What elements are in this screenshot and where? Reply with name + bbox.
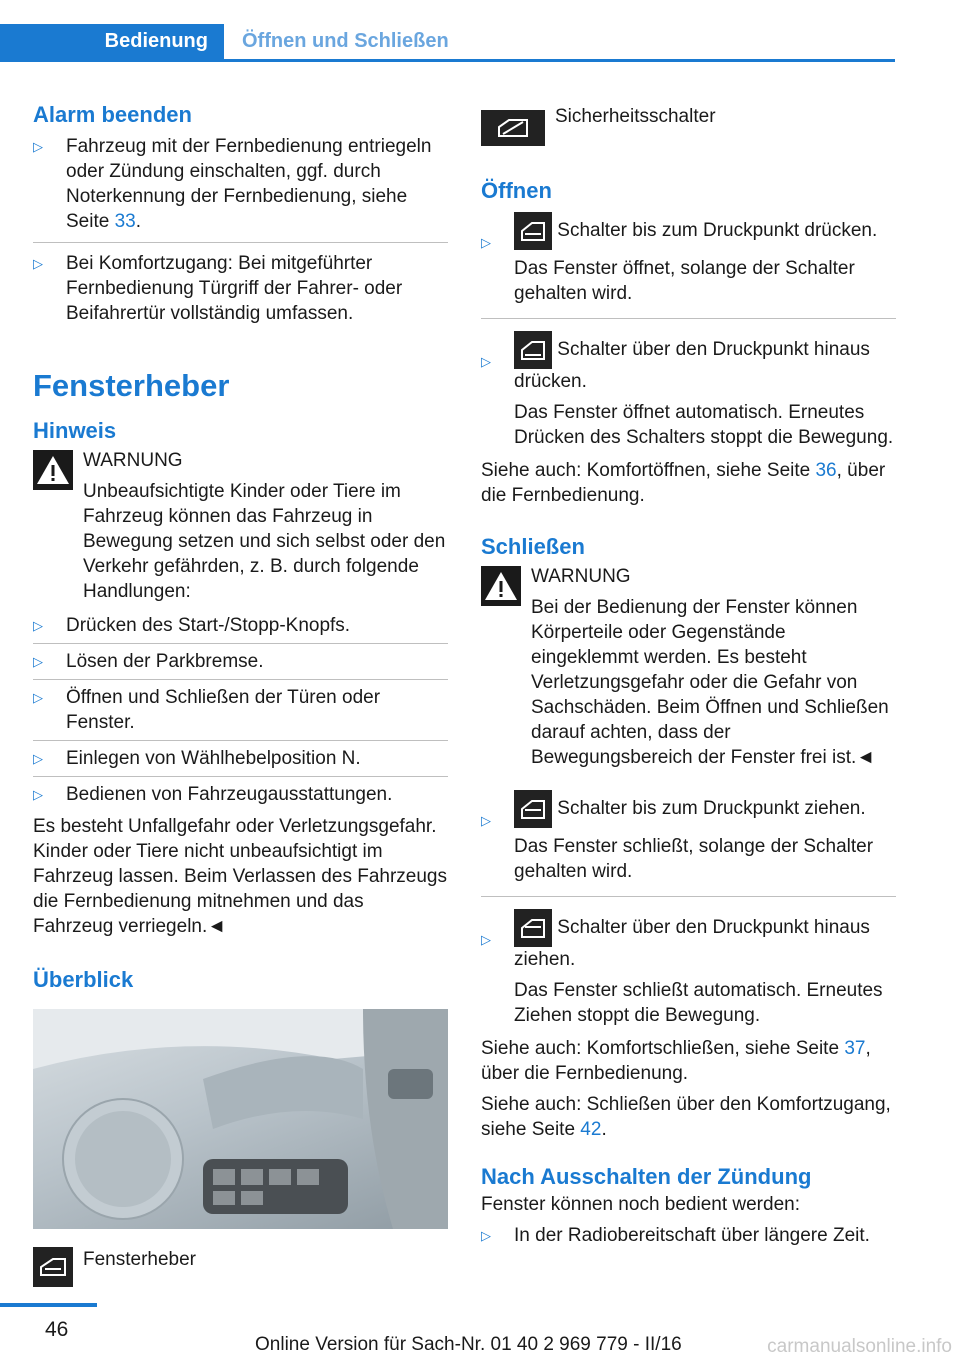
triangle-bullet-icon: ▷ — [33, 654, 43, 669]
triangle-bullet-icon: ▷ — [481, 1228, 491, 1243]
header-tab-bar — [0, 24, 895, 62]
watermark: carmanualsonline.info — [767, 1336, 952, 1357]
list-item: ▷ In der Radiobereitschaft über längere Zeit. — [481, 1225, 870, 1246]
heading-schliessen: Schließen — [481, 534, 585, 559]
oeffnen-see-also: Siehe auch: Komfortöffnen, siehe Seite 36, über die Fernbedienung. — [481, 460, 886, 506]
warning-block — [33, 448, 448, 604]
list-item: ▷ Öffnen und Schließen der Türen oder Fenster. — [33, 679, 448, 740]
schliessen-list — [481, 790, 896, 1032]
list-item: ▷ Bedienen von Fahrzeugausstattungen. — [33, 776, 448, 810]
window-close-switch-icon — [514, 790, 552, 828]
page-link[interactable]: 37 — [844, 1038, 866, 1059]
warning-list — [33, 610, 448, 810]
photo-caption: Fensterheber — [83, 1249, 197, 1270]
warning-triangle-icon — [33, 450, 73, 490]
alarm-list — [33, 134, 448, 326]
page-link[interactable]: 36 — [815, 460, 837, 481]
triangle-bullet-icon: ▷ — [481, 932, 491, 947]
heading-hinweis: Hinweis — [33, 418, 117, 443]
warning-block — [481, 564, 896, 770]
window-switch-icon — [33, 1247, 73, 1287]
warning-conclusion: Es besteht Unfallgefahr oder Verletzungsgefahr. Kinder oder Tiere nicht unbeaufsichtigt im Fahrzeug lassen. Beim Verlassen des Fahrzeugs die Fernbedienung mitnehmen und das Fahrzeug verriegeln.◄ — [33, 816, 447, 937]
warning-triangle-icon — [481, 566, 521, 606]
list-item: ▷ Schalter bis zum Druckpunkt drücken. Das Fenster öffnet, solange der Schalter gehalten wird. — [481, 212, 896, 318]
safety-switch-label: Sicherheitsschalter — [555, 106, 716, 127]
triangle-bullet-icon: ▷ — [33, 690, 43, 705]
footer-accent-line — [0, 1303, 97, 1307]
warning-text: Bei der Bedienung der Fenster können Körperteile oder Gegenstände eingeklemmt werden. Es besteht Verletzungsgefahr oder die Gefahr von Sachschäden. Beim Öffnen und Schließen darauf achten, dass der Bewegungsbereich der Fenster frei ist.◄ — [531, 597, 889, 768]
door-panel-photo — [33, 1009, 448, 1229]
list-item: ▷ Schalter über den Druckpunkt hinaus drücken. Das Fenster öffnet automatisch. Erneutes Drücken des Schalters stoppt die Bewegung. — [481, 318, 896, 454]
triangle-bullet-icon: ▷ — [481, 235, 491, 250]
window-auto-open-switch-icon — [514, 331, 552, 369]
right-column — [481, 100, 896, 1248]
nach-text: Fenster können noch bedient werden: — [481, 1194, 800, 1215]
triangle-bullet-icon: ▷ — [33, 751, 43, 766]
nach-list — [481, 1223, 896, 1248]
page-link[interactable]: 42 — [580, 1119, 602, 1140]
schliessen-see-also-2: Siehe auch: Schließen über den Komfortzugang, siehe Seite 42. — [481, 1094, 891, 1140]
list-item: ▷ Fahrzeug mit der Fernbedienung entriegeln oder Zündung einschalten, ggf. durch Noterkennung der Fernbedienung, siehe Seite 33. — [33, 136, 432, 232]
photo-caption-row — [33, 1247, 448, 1289]
heading-oeffnen: Öffnen — [481, 178, 552, 203]
triangle-bullet-icon: ▷ — [33, 787, 43, 802]
page-number: 46 — [45, 1318, 69, 1341]
triangle-bullet-icon: ▷ — [33, 139, 43, 154]
left-column — [33, 100, 448, 1289]
tab-oeffnen-schliessen[interactable]: Öffnen und Schließen — [242, 30, 449, 52]
triangle-bullet-icon: ▷ — [33, 256, 43, 271]
page-link[interactable]: 33 — [114, 211, 136, 232]
list-item: ▷ Einlegen von Wählhebelposition N. — [33, 740, 448, 776]
triangle-bullet-icon: ▷ — [33, 618, 43, 633]
schliessen-see-also-1: Siehe auch: Komfortschließen, siehe Seite 37, über die Fernbedienung. — [481, 1038, 871, 1084]
online-version-label: Online Version für Sach-Nr. 01 40 2 969 779 - II/16 — [255, 1334, 682, 1355]
heading-fensterheber: Fensterheber — [33, 368, 230, 403]
tab-bedienung[interactable]: Bedienung — [0, 24, 224, 59]
heading-alarm-beenden: Alarm beenden — [33, 102, 192, 127]
list-item: ▷ Drücken des Start-/Stopp-Knopfs. — [33, 615, 351, 636]
warning-text: Unbeaufsichtigte Kinder oder Tiere im Fahrzeug können das Fahrzeug in Bewegung setzen und sich selbst oder den Verkehr gefährden, z. B. durch folgende Handlungen: — [83, 481, 446, 602]
oeffnen-list — [481, 212, 896, 454]
warning-label: WARNUNG — [83, 450, 183, 471]
triangle-bullet-icon: ▷ — [481, 813, 491, 828]
safety-switch-icon — [481, 110, 545, 146]
safety-switch-row — [481, 100, 896, 148]
triangle-bullet-icon: ▷ — [481, 354, 491, 369]
list-item: ▷ Schalter bis zum Druckpunkt ziehen. Das Fenster schließt, solange der Schalter gehalten wird. — [481, 790, 896, 896]
list-item: ▷ Lösen der Parkbremse. — [33, 643, 448, 679]
heading-nach-ausschalten: Nach Ausschalten der Zündung — [481, 1164, 812, 1189]
window-auto-close-switch-icon — [514, 909, 552, 947]
window-open-switch-icon — [514, 212, 552, 250]
warning-label: WARNUNG — [531, 566, 631, 587]
list-item: ▷ Schalter über den Druckpunkt hinaus ziehen. Das Fenster schließt automatisch. Erneutes Ziehen stoppt die Bewegung. — [481, 896, 896, 1032]
list-item: ▷ Bei Komfortzugang: Bei mitgeführter Fernbedienung Türgriff der Fahrer- oder Beifahrertür vollständig umfassen. — [33, 242, 448, 326]
heading-ueberblick: Überblick — [33, 967, 134, 992]
